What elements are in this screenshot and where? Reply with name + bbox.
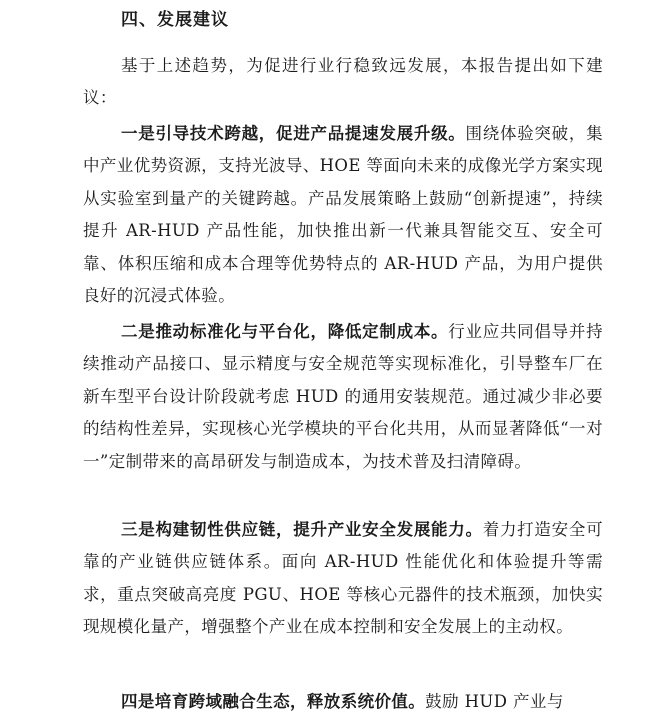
intro-paragraph: 基于上述趋势，为促进行业行稳致远发展，本报告提出如下建议： — [83, 56, 603, 108]
recommendation-paragraph-1 — [83, 118, 603, 312]
recommendation-body-3: 着力打造安全可靠的产业链供应链体系。面向 AR-HUD 性能优化和体验提升等需求，重点突破高亮度 PGU、HOE 等核心元器件的技术瓶颈，加快实现规模化量产，增强整个产业在成本控制和安全发展上的主动权。 — [83, 520, 603, 637]
recommendation-lead-3: 三是构建韧性供应链，提升产业安全发展能力。 — [121, 520, 483, 539]
recommendation-lead-1: 一是引导技术跨越，促进产品提速发展升级。 — [121, 124, 466, 143]
section-heading: 四、发展建议 — [121, 10, 229, 30]
recommendation-paragraph-2 — [83, 316, 603, 478]
recommendation-paragraph-3 — [83, 514, 603, 644]
recommendation-lead-4: 四是培育跨域融合生态，释放系统价值。 — [121, 692, 426, 711]
recommendation-lead-2: 二是推动标准化与平台化，降低定制成本。 — [121, 322, 449, 341]
recommendation-body-4: 鼓励 HUD 产业与 — [425, 692, 564, 711]
recommendation-body-2: 行业应共同倡导并持续推动产品接口、显示精度与安全规范等实现标准化，引导整车厂在新车型平台设计阶段就考虑 HUD 的通用安装规范。通过减少非必要的结构性差异，实现核心光学模块的平台化共用，从而显著降低“一对一”定制带来的高昂研发与制造成本，为技术普及扫清障碍。 — [83, 322, 603, 471]
recommendation-body-1: 围绕体验突破，集中产业优势资源，支持光波导、HOE 等面向未来的成像光学方案实现从实验室到量产的关键跨越。产品发展策略上鼓励“创新提速”，持续提升 AR-HUD 产品性能，加快推出新一代兼具智能交互、安全可靠、体积压缩和成本合理等优势特点的 AR-HUD 产品，为用户提供良好的沉浸式体验。 — [83, 124, 604, 306]
recommendation-paragraph-4 — [83, 686, 603, 718]
